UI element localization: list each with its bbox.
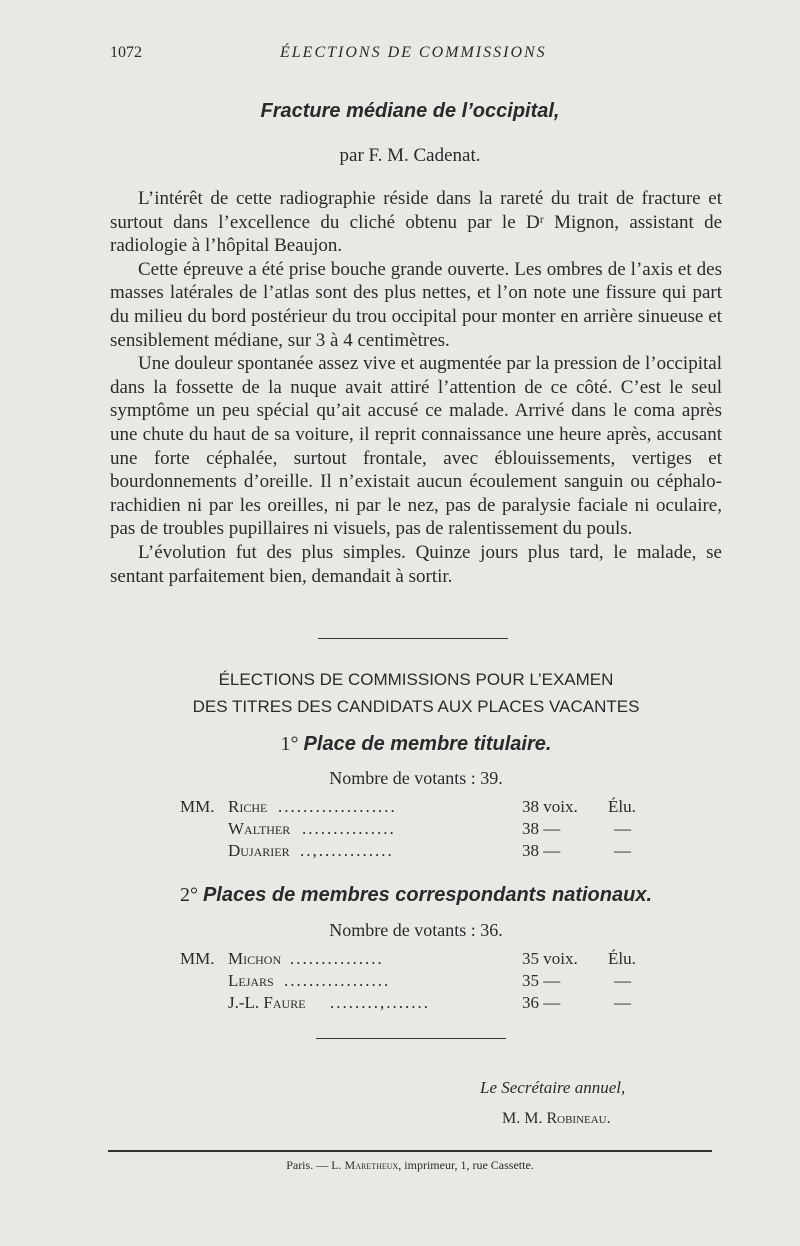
elected-status: —	[614, 841, 631, 860]
candidate-name: Walther	[228, 819, 291, 838]
section-label: Places de membres correspondants nationaux.	[202, 884, 653, 906]
footer-rule	[108, 1150, 712, 1152]
paragraph: Une douleur spontanée assez vive et augmentée par la pression de l’occipital dans la fossette de la nuque avait attiré l’attention de ce côté. C’est le seul symptôme un peu spécial qu’ait accusé ce malade. Arrivé dans le coma après une chute du haut de sa voiture, il reprit connaissance une heure après, accusant une forte céphalée, surtout frontale, avec éblouissements, vertiges et bourdonnements d’oreille. Il n’existait aucun écoulement sanguin ou céphalo-rachidien ni par les oreilles, ni par le nez, pas de paralysie faciale ni oculaire, pas de troubles pupillaires ni visuels, pas de ralentissement du pouls.	[110, 353, 722, 540]
candidate-name: Riche	[228, 797, 268, 816]
signature-initials: M. M.	[502, 1110, 543, 1127]
article-title: Fracture médiane de l’occipital,	[260, 100, 560, 122]
result-row	[0, 949, 800, 971]
elections-heading-line: DES TITRES DES CANDIDATS AUX PLACES VACANTES	[192, 697, 640, 716]
running-title: ÉLECTIONS DE COMMISSIONS	[280, 44, 547, 61]
paragraph: L’évolution fut des plus simples. Quinze jours plus tard, le malade, se sentant parfaitement bien, demandait à sortir.	[110, 541, 722, 587]
section-number: 2°	[179, 884, 198, 906]
elected-status: —	[614, 993, 631, 1012]
elections-heading	[110, 666, 722, 720]
elected-status: Élu.	[608, 949, 636, 968]
section-heading	[110, 733, 722, 756]
section-label: Place de membre titulaire.	[303, 733, 552, 755]
candidate-name: Lejars	[228, 971, 274, 990]
candidate-name: Michon	[228, 949, 282, 968]
leader-dots: ...................	[278, 797, 397, 816]
paragraph: Cette épreuve a été prise bouche grande ouverte. Les ombres de l’axis et des masses latérales de l’atlas sont des plus nettes, et l’on note une fissure qui part du milieu du bord postérieur du trou occipital pour monter en arrière sinueuse et sensiblement médiane, sur 3 à 4 centimètres.	[110, 258, 722, 351]
paragraph: L’intérêt de cette radiographie réside dans la rareté du trait de fracture et surtout dans l’excellence du cliché obtenu par le Dʳ Mignon, assistant de radiologie à l’hôpital Beaujon.	[110, 188, 722, 257]
votants-count: Nombre de votants : 39.	[329, 768, 503, 788]
running-header	[110, 44, 710, 68]
section-heading	[110, 884, 722, 907]
result-row	[0, 819, 800, 841]
elected-status: —	[614, 819, 631, 838]
leader-dots: ..,............	[300, 841, 394, 860]
result-row	[0, 993, 800, 1015]
elections-heading-line: ÉLECTIONS DE COMMISSIONS POUR L’EXAMEN	[218, 670, 614, 689]
candidate-name: Dujarier	[228, 841, 290, 860]
signature-role: Le Secrétaire annuel,	[480, 1078, 626, 1097]
vote-count: 35 —	[522, 971, 561, 990]
article-byline: par F. M. Cadenat.	[339, 145, 481, 166]
printer-footer	[110, 1158, 710, 1173]
footer-prefix: Paris. —	[286, 1158, 329, 1172]
mm-label: MM.	[180, 797, 215, 816]
article-body	[110, 187, 722, 588]
elected-status: —	[614, 971, 631, 990]
vote-count: 35 voix.	[522, 949, 578, 968]
result-row	[0, 841, 800, 863]
leader-dots: .................	[284, 971, 391, 990]
leader-dots: ...............	[290, 949, 384, 968]
signature-name	[502, 1110, 611, 1128]
mm-label: MM.	[180, 949, 215, 968]
vote-count: 38 —	[522, 819, 561, 838]
leader-dots: ...............	[302, 819, 396, 838]
result-row	[0, 971, 800, 993]
signature-surname: Robineau.	[546, 1110, 611, 1127]
vote-count: 36 —	[522, 993, 561, 1012]
candidate-name: J.-L. Faure	[228, 993, 306, 1012]
section-divider	[316, 1038, 506, 1039]
section-divider	[318, 638, 508, 639]
page-number: 1072	[110, 44, 142, 61]
footer-printer: L. Maretheux,	[331, 1158, 402, 1172]
vote-count: 38 —	[522, 841, 561, 860]
vote-count: 38 voix.	[522, 797, 578, 816]
section-number: 1°	[280, 733, 299, 755]
leader-dots: ........,.......	[330, 993, 430, 1012]
result-row	[0, 797, 800, 819]
footer-suffix: imprimeur, 1, rue Cassette.	[404, 1158, 534, 1172]
elected-status: Élu.	[608, 797, 636, 816]
votants-count: Nombre de votants : 36.	[329, 920, 503, 940]
